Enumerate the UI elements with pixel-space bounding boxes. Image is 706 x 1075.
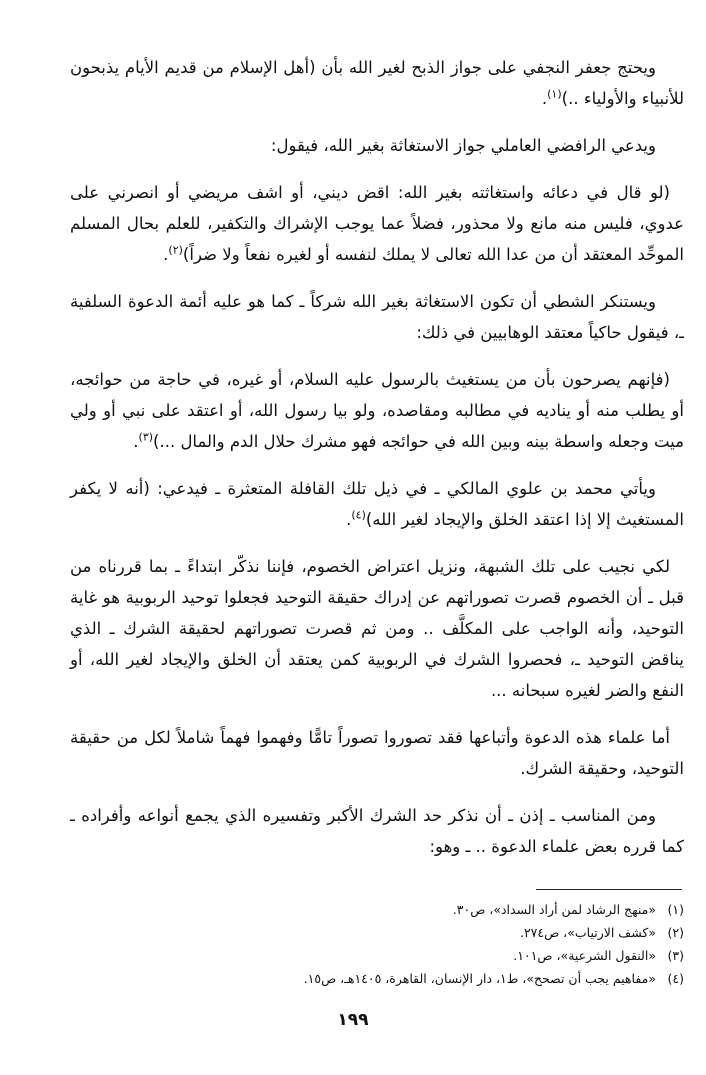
footnote-number: (٣) (667, 948, 684, 963)
body-text (70, 52, 684, 878)
footnote-marker: (١) (547, 87, 562, 101)
footnote-marker: (٣) (138, 430, 154, 444)
paragraph-text: ويحتج جعفر النجفي على جواز الذبح لغير الله بأن (أهل الإسلام من قديم الأيام يذبحون للأنبياء والأولياء ..) (70, 58, 684, 108)
footnote-number: (١) (667, 902, 684, 917)
footnote-number: (٢) (667, 925, 684, 940)
footnote-item (200, 944, 684, 967)
footnote-marker: (٤) (351, 508, 366, 522)
footnote-text: «مفاهيم يجب أن تصحح»، ط١، دار الإنسان، القاهرة، ١٤٠٥هـ، ص١٥. (303, 971, 656, 986)
paragraph-scholars (70, 722, 684, 784)
footnote-item (200, 967, 684, 990)
paragraph-text: ومن المناسب ـ إذن ـ أن نذكر حد الشرك الأكبر وتفسيره الذي يجمع أنواعه وأفراده ـ كما قرره بعض علماء الدعوة .. ـ وهو: (70, 806, 684, 856)
footnote-text: «النقول الشرعية»، ص١٠١. (513, 948, 656, 963)
paragraph-text: لكي نجيب على تلك الشبهة، ونزيل اعتراض الخصوم، فإننا نذكّر ابتداءً ـ بما قررناه من قبل ـ أن الخصوم قصرت تصوراتهم عن إدراك حقيقة التوحيد فجعلوا توحيد الربوبية هو غاية التوحيد، وأنه الواجب على المكلَّف .. ومن ثم قصرت تصوراتهم لحقيقة الشرك ـ الذي يناقض التوحيد ـ، فحصروا الشرك في الربوبية كمن يعتقد أن الخلق والإيجاد لغير الله، أو النفع والضر لغيره سبحانه ... (70, 557, 684, 700)
paragraph-definition (70, 800, 684, 862)
footnote-text: «منهج الرشاد لمن أراد السداد»، ص٣٠. (452, 902, 656, 917)
paragraph-amili-intro (70, 130, 684, 161)
paragraph-text: ويدعي الرافضي العاملي جواز الاستغاثة بغير الله، فيقول: (270, 136, 656, 155)
page-number: ١٩٩ (337, 1010, 369, 1030)
footnote-marker: (٢) (168, 243, 183, 257)
paragraph-najafi: ويحتج جعفر النجفي على جواز الذبح لغير الله بأن (أهل الإسلام من قديم الأيام يذبحون للأنبياء والأولياء ..)$^{(١)}$. (70, 58, 684, 108)
paragraph-text: أما علماء هذه الدعوة وأتباعها فقد تصوروا تصوراً تامًّا وفهموا فهماً شاملاً لكل من حقيقة التوحيد، وحقيقة الشرك. (70, 728, 684, 778)
paragraph-shatti-intro (70, 286, 684, 348)
paragraph-text: (لو قال في دعائه واستغاثته بغير الله: اقض ديني، أو اشف مريضي أو انصرني على عدوي، فليس منه مانع ولا محذور، فضلاً عما يوجب الإشراك والتكفير، للعلم بحال المسلم الموحِّد المعتقد أن من عدا الله تعالى لا يملك لنفسه أو لغيره نفعاً ولا ضراً) (70, 183, 684, 264)
paragraph-maliki: ويأتي محمد بن علوي المالكي ـ في ذيل تلك القافلة المتعثرة ـ فيدعي: (أنه لا يكفر المستغيث إلا إذا اعتقد الخلق والإيجاد لغير الله)$^{(٤)}$. (70, 479, 684, 529)
footnotes (200, 898, 684, 990)
paragraph-response (70, 551, 684, 706)
footnote-item (200, 921, 684, 944)
paragraph-shatti-quote: (فإنهم يصرحون بأن من يستغيث بالرسول عليه السلام، أو غيره، في حاجة من حوائجه، أو يطلب منه أو يناديه في مطالبه ومقاصده، ولو بيا رسول الله، أو اعتقد على نبي أو ولي ميت وجعله واسطة بينه وبين الله في حوائجه فهو مشرك حلال الدم والمال ...)$^{(٣)}$. (70, 370, 684, 451)
paragraph-amili-quote: (لو قال في دعائه واستغاثته بغير الله: اقض ديني، أو اشف مريضي أو انصرني على عدوي، فليس منه مانع ولا محذور، فضلاً عما يوجب الإشراك والتكفير، للعلم بحال المسلم الموحِّد المعتقد أن من عدا الله تعالى لا يملك لنفسه أو لغيره نفعاً ولا ضراً)$^{(٢)}$. (70, 183, 684, 264)
paragraph-text: ويأتي محمد بن علوي المالكي ـ في ذيل تلك القافلة المتعثرة ـ فيدعي: (أنه لا يكفر المستغيث إلا إذا اعتقد الخلق والإيجاد لغير الله) (70, 479, 684, 529)
footnote-number: (٤) (667, 971, 684, 986)
paragraph-text: (فإنهم يصرحون بأن من يستغيث بالرسول عليه السلام، أو غيره، في حاجة من حوائجه، أو يطلب منه أو يناديه في مطالبه ومقاصده، ولو بيا رسول الله، أو اعتقد على نبي أو ولي ميت وجعله واسطة بينه وبين الله في حوائجه فهو مشرك حلال الدم والمال ...) (70, 370, 684, 451)
footnote-text: «كشف الارتياب»، ص٢٧٤. (519, 925, 656, 940)
footnote-divider (536, 889, 682, 890)
footnote-item (200, 898, 684, 921)
paragraph-text: ويستنكر الشطي أن تكون الاستغاثة بغير الله شركاً ـ كما هو عليه أئمة الدعوة السلفية ـ، فيقول حاكياً معتقد الوهابيين في ذلك: (70, 292, 684, 342)
